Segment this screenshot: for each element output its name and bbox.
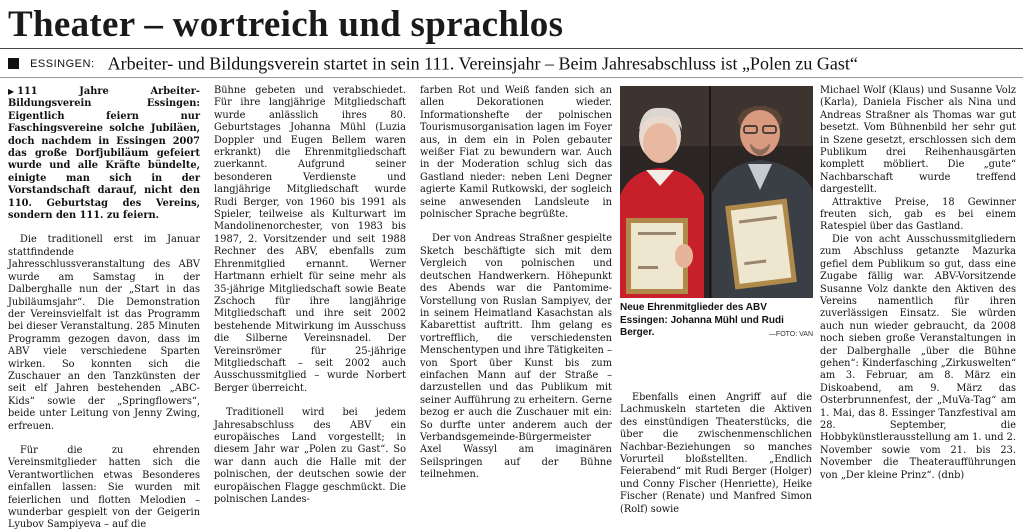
text-column-1 bbox=[8, 85, 200, 531]
body-paragraph: Die traditionell erst im Januar stattfindende Jahresschlussveranstaltung des ABV wurde am Samstag in der Dalberghalle nun der „Start in das Jubiläumsjahr“. Die Demonstration der Vereinsvielfalt ist das Programm bei dieser Veranstaltung. 285 Minuten Programm gezogen davon, dass im ABV viele verschiedene Sparten wirken. So konnten sich die Zuschauer an den Tanzkünsten der seit elf Jahren bestehenden „ABC-Kids“ sowie der „Springflowers“, beide unter Leitung von Jenny Zwing, erfreuen. bbox=[8, 234, 200, 432]
honorees-photo-illustration bbox=[620, 86, 813, 298]
text-column-4 bbox=[620, 392, 812, 515]
body-paragraph: Michael Wolf (Klaus) und Susanne Volz (Karla), Daniela Fischer als Nina und Andreas Straßner als Thomas war gut besetzt. Vom Bühnenbild her sehr gut in Szene gesetzt, erschlossen sich dem Publikum drei Reihenhausgärten komplett möbliert. Die „gute“ Nachbarschaft wurde treffend dargestellt. bbox=[820, 85, 1016, 196]
headline: Theater – wortreich und sprachlos bbox=[8, 4, 564, 45]
body-paragraph: Der von Andreas Straßner gespielte Sketch beschäftigte sich mit dem Vergleich von polnischen und deutschen Handwerkern. Höhepunkt des Abends war die Pantomime-Vorstellung von Ruslan Sampiyev, der in seinem Heimatland Kasachstan als Kabarettist auftritt. Ihm gelang es vortrefflich, die verschiedensten Menschentypen und ihre Tätigkeiten – von Sport über Kunst bis zum einfachen Mann auf der Straße – darzustellen und das Publikum mit seiner Aufführung zu erheitern. Gerne bezog er auch die Zuschauer mit ein: So durfte unter anderem auch der Verbandsgemeinde-Bürgermeister Axel Wassyl am imaginären Seilspringen auf der Bühne teilnehmen. bbox=[420, 233, 612, 481]
body-paragraph: Ebenfalls einen Angriff auf die Lachmuskeln starteten die Aktiven des einstündigen Theaterstücks, die über die zwischenmenschlichen Nachbar-Beziehungen so manches Vorurteil bloßstellten. „Endlich Feierabend“ mit Rudi Berger (Holger) und Conny Fischer (Henriette), Heike Fischer (Renate) und Manfred Simon (Rolf) sowie bbox=[620, 392, 812, 515]
square-bullet-icon bbox=[8, 58, 19, 69]
text-column-3 bbox=[420, 85, 612, 481]
subheadline-row bbox=[8, 52, 858, 74]
body-paragraph: Attraktive Preise, 18 Gewinner freuten sich, gab es bei einem Ratespiel über das Gastland. bbox=[820, 196, 1016, 233]
body-paragraph: farben Rot und Weiß fanden sich an allen Dekorationen wieder. Informationshefte der polnischen Tourismusorganisation lagen im Foyer aus, in dem ein in Polen gebauter weißer Fiat zu bewundern war. Auch in der Moderation schlug sich das Gastland nieder: neben Leni Degner agierte Kamil Rutkowski, der sogleich seine anwesenden Landsleute in polnischer Sprache begrüßte. bbox=[420, 85, 612, 221]
text-column-5 bbox=[820, 85, 1016, 481]
lead-text: 111 Jahre Arbeiter-Bildungsverein Essingen: Eigentlich feiern nur Faschingsvereine solche Jubiläen, doch nachdem in Essingen 2007 das große Dorfjubiläum gefeiert wurde und alle Kräfte bündelte, einigte man sich in der Vorstandschaft darauf, nicht den 110. Geburtstag des Vereins, sondern den 111. zu feiern. bbox=[8, 86, 200, 222]
text-column-2 bbox=[214, 85, 406, 505]
subheadline: Arbeiter- und Bildungsverein startet in sein 111. Vereinsjahr – Beim Jahresabschluss ist „Polen zu Gast“ bbox=[107, 53, 858, 74]
headline-rule bbox=[0, 48, 1023, 49]
subheadline-rule bbox=[0, 77, 1023, 78]
photo-caption: Neue Ehrenmitglieder des ABV Essingen: Johanna Mühl und Rudi Berger. bbox=[620, 302, 784, 338]
news-photo bbox=[620, 86, 813, 298]
body-paragraph: Für die zu ehrenden Vereinsmitglieder hatten sich die Verantwortlichen etwas Besonderes einfallen lassen: Sie wurden mit feierlichen und flotten Melodien – wunderbar gespielt von der Geigerin Lyubov Sampiyeva – auf die bbox=[8, 444, 200, 531]
lead-paragraph bbox=[8, 85, 200, 222]
dateline-location: ESSINGEN: bbox=[30, 57, 95, 70]
body-paragraph: Traditionell wird bei jedem Jahresabschluss des ABV ein europäisches Land vorgestellt; in diesem Jahr war „Polen zu Gast“. So war dann auch die Halle mit der polnischen, der deutschen sowie der europäischen Flagge geschmückt. Die polnischen Landes- bbox=[214, 407, 406, 505]
body-paragraph: Die von acht Ausschussmitgliedern zum Abschluss getanzte Mazurka gefiel dem Publikum so gut, dass eine Zugabe fällig war. ABV-Vorsitzende Susanne Volz dankte den Aktiven des Vereins namentlich für ihren zuverlässigen Einsatz. Sie würden auch nun wieder gebraucht, da 2008 noch sieben große Veranstaltungen in der Dalberghalle „über die Bühne gehen“: Kinderfasching „Zirkuswelten“ am 3. Februar, am 8. März ein Diskoabend, am 9. März das Osterbrunnenfest, der „MuVa-Tag“ am 1. Mai, das 8. Essinger Tanzfestival am 28. September, die Hobbykünstlerausstellung am 1. und 2. November sowie vom 21. bis 23. November die Theateraufführungen von „Der kleine Prinz“. (dnb) bbox=[820, 233, 1016, 481]
photo-credit: —FOTO: VAN bbox=[768, 331, 813, 338]
triangle-bullet-icon: ▶ bbox=[8, 86, 15, 96]
body-paragraph: Bühne gebeten und verabschiedet. Für ihre langjährige Mitgliedschaft wurde anlässlich ihres 80. Geburtstages Johanna Mühl (Luzia Doppler und Eugen Bellem waren erkrankt) die Ehrenmitgliedschaft zuerkannt. Aufgrund seiner besonderen Verdienste und langjährige Mitgliedschaft wurde Rudi Berger, von 1960 bis 1991 als Spieler, teilweise als Kulturwart im Mandolinenorchester, von 1983 bis 1987, 2. Vorsitzender und seit 1988 Rechner des ABV, ebenfalls zum Ehrenmitglied ernannt. Werner Hartmann erhielt für seine mehr als 35-jährige Mitgliedschaft sowie Beate Zschoch für ihre langjährige Mitgliedschaft und ihre seit 2002 bestehende Mitwirkung im Ausschuss die Silberne Vereinsnadel. Der Vereinsrömer für 25-jährige Mitgliedschaft – seit 2002 auch Ausschussmitglied – wurde Norbert Berger überreicht. bbox=[214, 85, 406, 394]
